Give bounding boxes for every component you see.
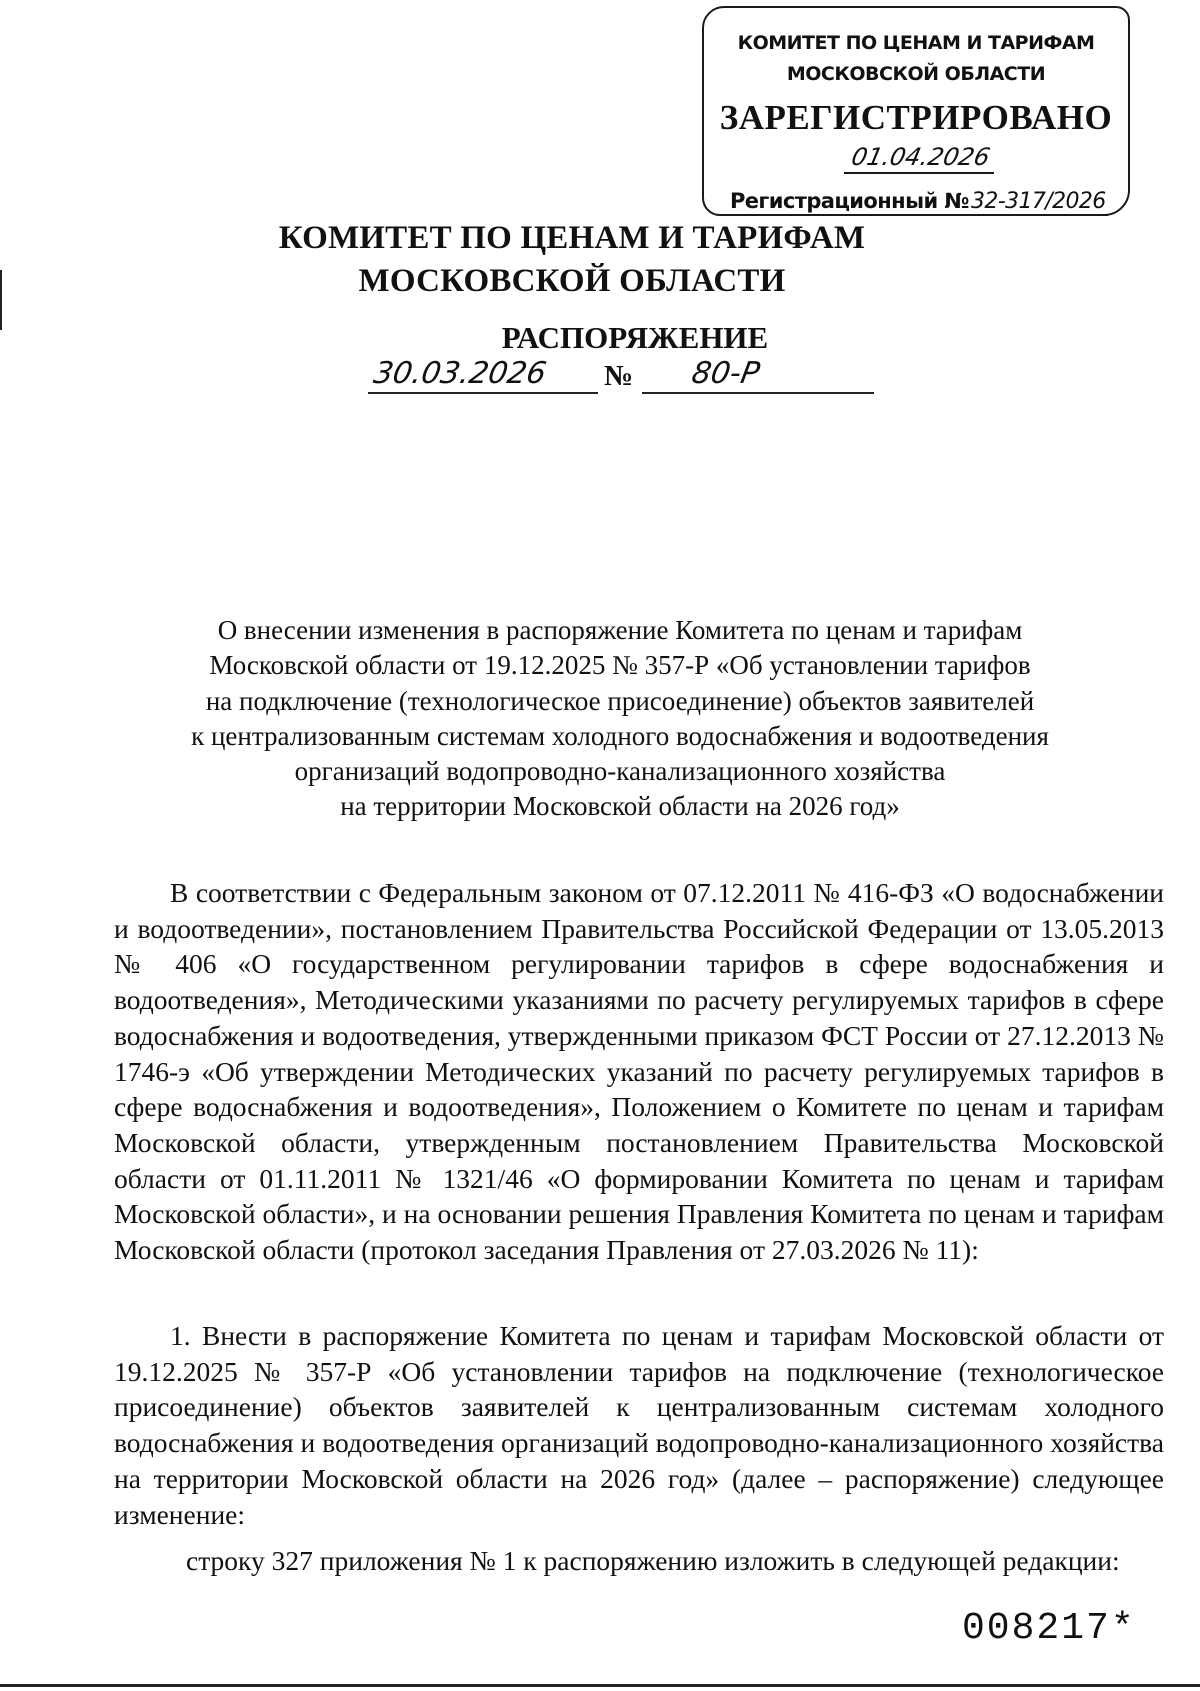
stamp-registration xyxy=(730,191,1108,213)
subject-line: на подключение (технологическое присоединение) объектов заявителей xyxy=(205,685,1035,716)
scan-edge-bottom xyxy=(0,1684,1200,1687)
document-number-field xyxy=(642,356,874,394)
stamp-reg-label: Регистрационный № xyxy=(730,189,969,213)
subject-line: Московской области от 19.12.2025 № 357-Р «Об установлении тарифов xyxy=(209,650,1031,681)
subject-line: к централизованным системам холодного водоснабжения и водоотведения xyxy=(191,720,1049,751)
body-paragraph-change: строку 327 приложения № 1 к распоряжению изложить в следующей редакции: xyxy=(186,1545,1120,1576)
document-date-field xyxy=(368,356,598,394)
subject-line: на территории Московской области на 2026 год» xyxy=(340,791,900,822)
stamp-reg-number: 32-317/2026 xyxy=(970,189,1106,214)
body-paragraph-item-1: 1. Внести в распоряжение Комитета по ценам и тарифам Московской области от 19.12.2025 № 357-Р «Об установлении тарифов на подключение (технологическое присоединение) объектов заявителей к централизованным системам холодного водоснабжения и водоотведения организаций водопроводно-канализационного хозяйства на территории Московской области на 2026 год» (далее – распоряжение) следующее изменение: xyxy=(114,1320,1164,1530)
registration-stamp xyxy=(702,6,1130,216)
subject-line: О внесении изменения в распоряжение Комитета по ценам и тарифам xyxy=(217,615,1023,645)
org-title-line2: МОСКОВСКОЙ ОБЛАСТИ xyxy=(358,263,786,299)
document-type: РАСПОРЯЖЕНИЕ xyxy=(501,320,769,355)
stamp-date-underline xyxy=(844,172,994,174)
serial-number: 008217* xyxy=(962,1607,1136,1650)
document-number: 80-Р xyxy=(688,356,763,391)
stamp-status: ЗАРЕГИСТРИРОВАНО xyxy=(719,98,1113,137)
subject-line: организаций водопроводно-канализационного хозяйства xyxy=(294,756,946,787)
stamp-org-line1: КОМИТЕТ ПО ЦЕНАМ И ТАРИФАМ xyxy=(737,32,1095,54)
number-sign: № xyxy=(604,360,634,392)
body-paragraph-legal-basis: В соответствии с Федеральным законом от 07.12.2011 № 416-ФЗ «О водоснабжении и водоотведении», постановлением Правительства Российской Федерации от 13.05.2013 № 406 «О государственном регулировании тарифов в сфере водоснабжения и водоотведения», Методическими указаниями по расчету регулируемых тарифов в сфере водоснабжения и водоотведения, утвержденными приказом ФСТ России от 27.12.2013 № 1746-э «Об утверждении Методических указаний по расчету регулируемых тарифов в сфере водоснабжения и водоотведения», Положением о Комитете по ценам и тарифам Московской области, утвержденным постановлением Правительства Московской области от 01.11.2011 № 1321/46 «О формировании Комитета по ценам и тарифам Московской области», и на основании решения Правления Комитета по ценам и тарифам Московской области (протокол заседания Правления от 27.03.2026 № 11): xyxy=(114,877,1164,1266)
document-date: 30.03.2026 xyxy=(370,356,549,391)
stamp-date: 01.04.2026 xyxy=(849,143,993,171)
stamp-org-line2: МОСКОВСКОЙ ОБЛАСТИ xyxy=(786,63,1046,85)
org-title-line1: КОМИТЕТ ПО ЦЕНАМ И ТАРИФАМ xyxy=(278,220,866,256)
document-subject xyxy=(120,613,1120,825)
